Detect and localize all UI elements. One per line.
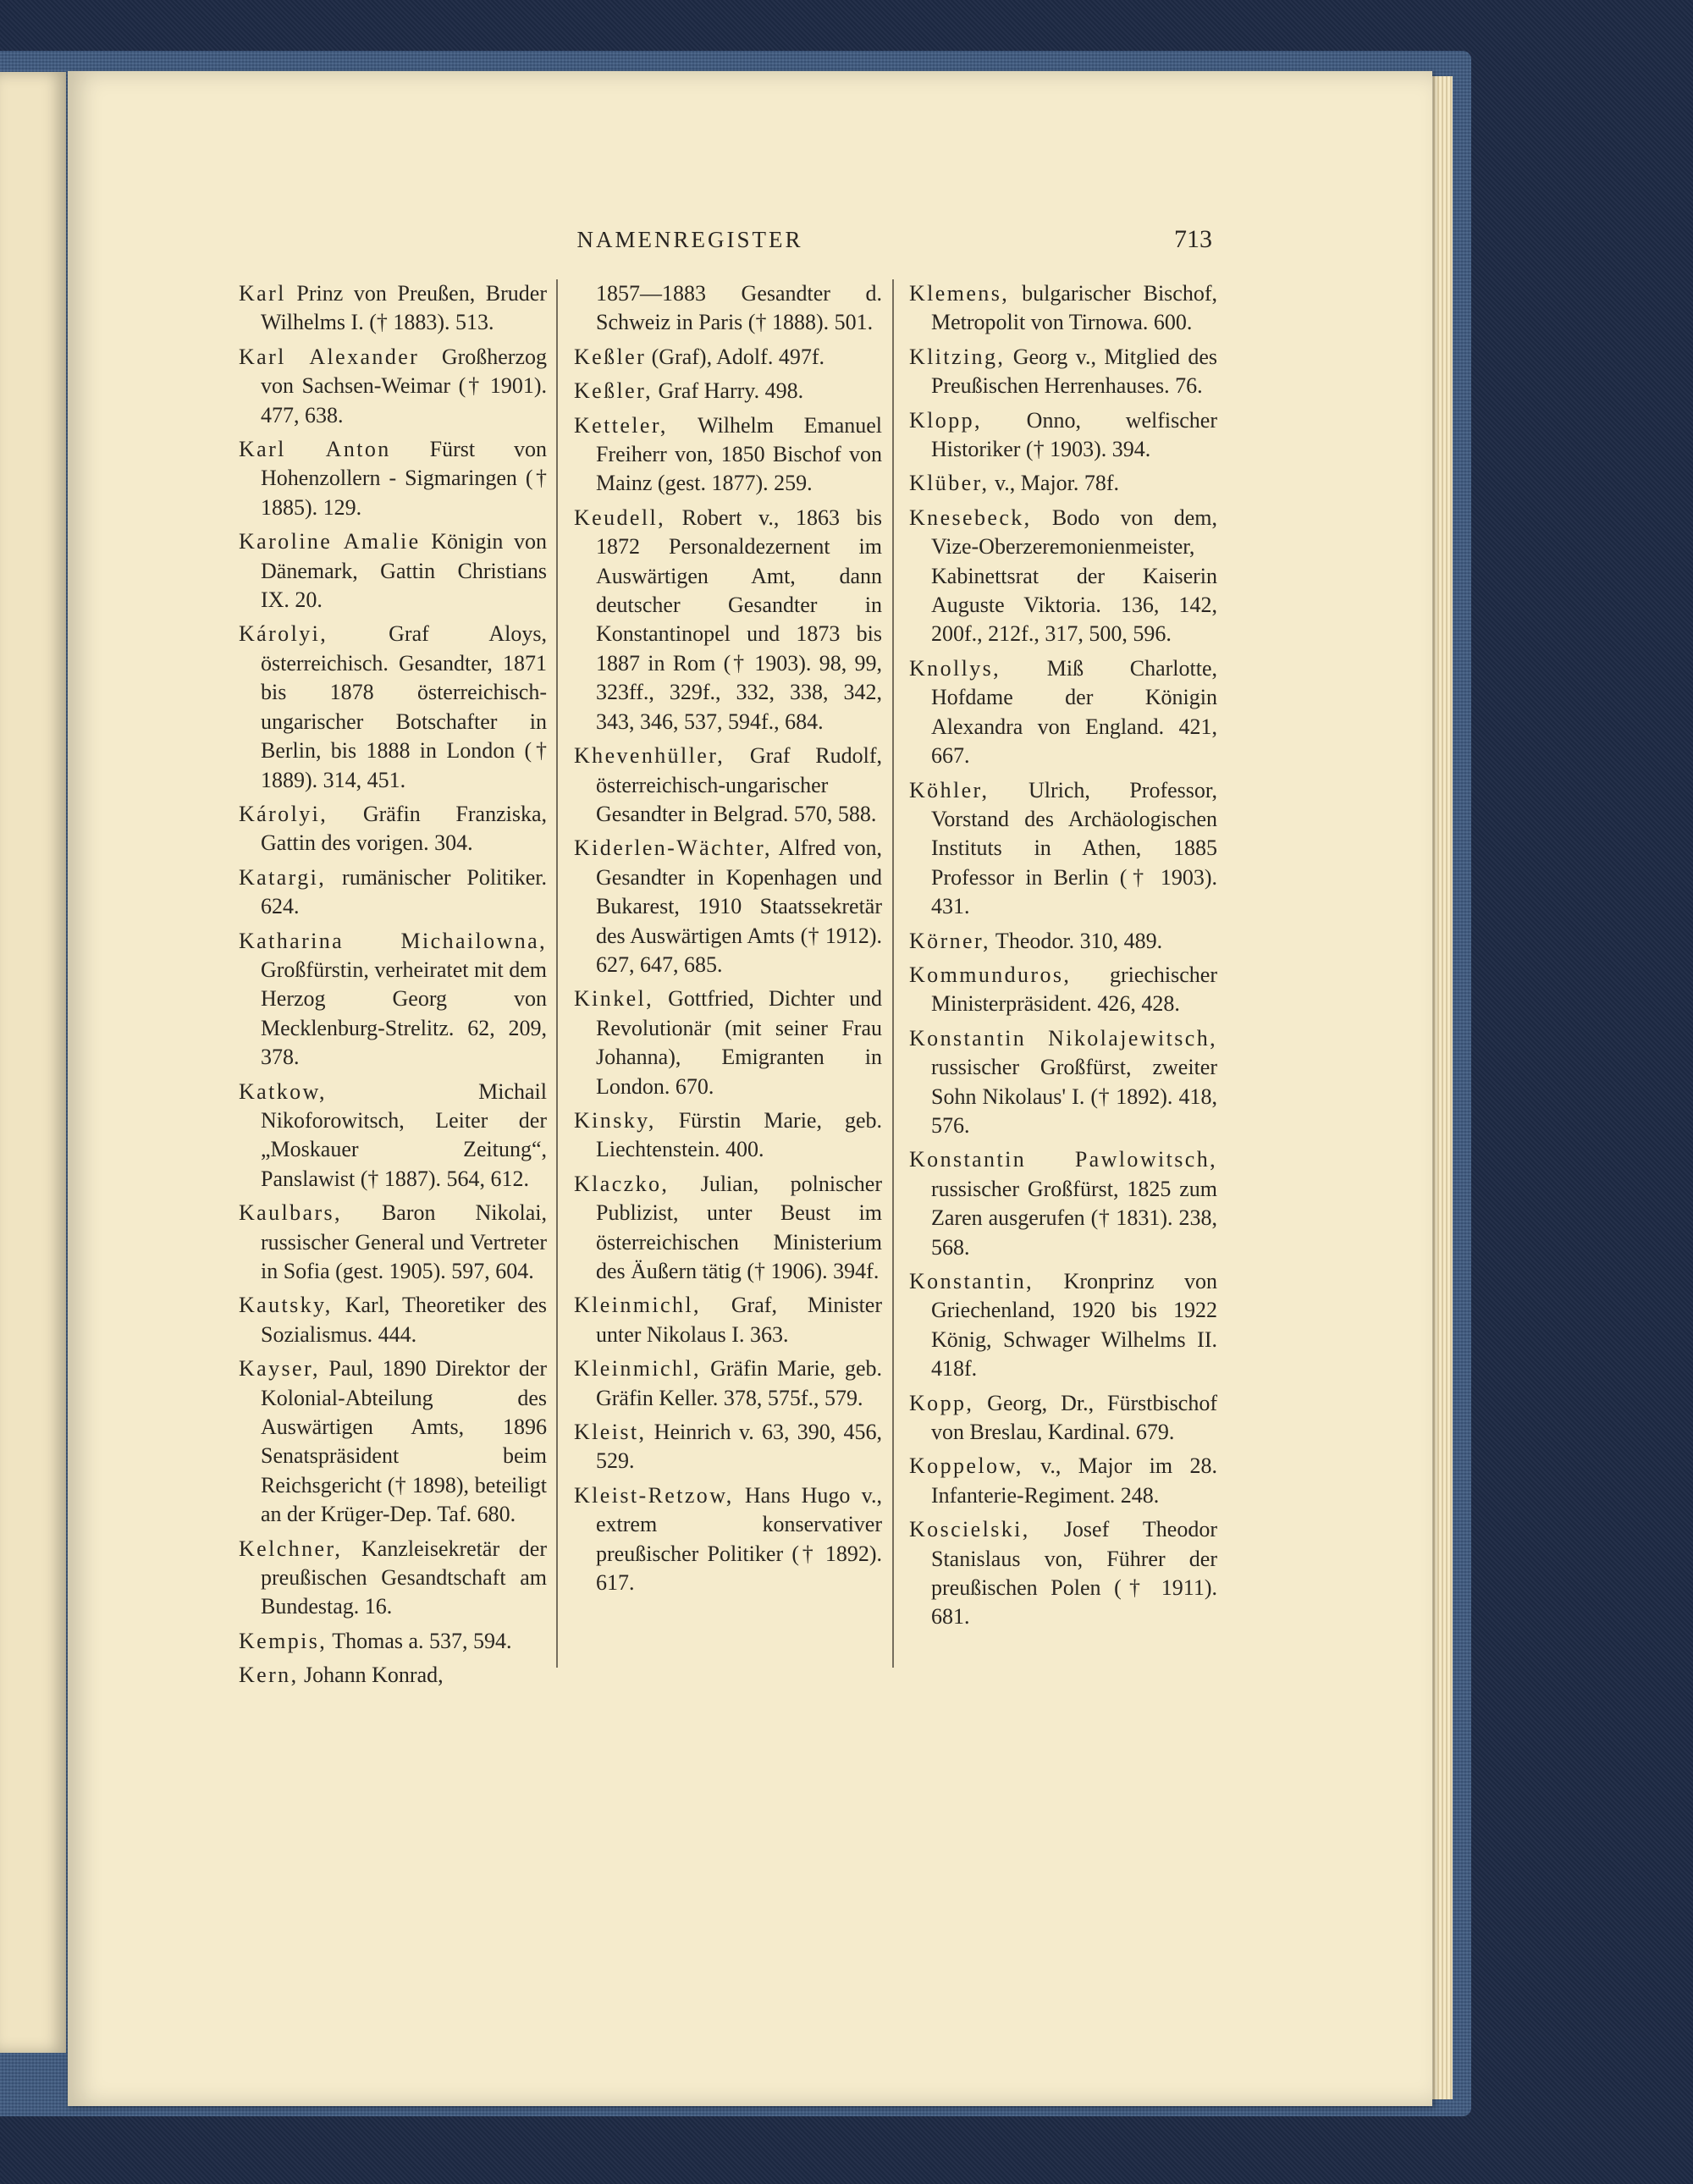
index-entry [239, 1291, 547, 1349]
index-entry [239, 527, 547, 615]
index-entry-text: Georg v., Mitglied des Preußischen Herrenhauses. 76. [931, 344, 1217, 399]
index-entry [574, 343, 882, 372]
index-entry [239, 343, 547, 430]
index-headword: Knollys, [909, 655, 1001, 681]
index-headword: Ketteler, [574, 412, 668, 438]
index-entry [574, 411, 882, 499]
index-entry [574, 1354, 882, 1413]
index-entry-text: Alfred von, Gesandter in Kopenhagen und Bukarest, 1910 Staatssekretär des Auswärtigen Amts († 1912). 627, 647, 685. [596, 836, 882, 977]
index-entry-text: Paul, 1890 Direktor der Kolonial-Abteilung des Auswärtigen Amts, 1896 Senatspräsident beim Reichsgericht († 1898), beteiligt an der Krüger-Dep. Taf. 680. [261, 1356, 547, 1527]
index-entry-text: Kronprinz von Griechenland, 1920 bis 1922 König, Schwager Wilhelms II. 418f. [931, 1269, 1217, 1382]
index-headword: Kleist-Retzow, [574, 1482, 734, 1508]
index-entry-text: Robert v., 1863 bis 1872 Personaldezernent im Auswärtigen Amt, dann deutscher Gesandter in Konstantinopel und 1873 bis 1887 in Rom († 1903). 98, 99, 323ff., 329f., 332, 338, 342, 343, 346, 537, 594f., 684. [596, 505, 882, 734]
index-headword: Karl Anton [239, 437, 391, 462]
index-entry [909, 961, 1217, 1019]
index-entry-text: Karl, Theoretiker des Sozialismus. 444. [261, 1293, 547, 1347]
index-entry [574, 1106, 882, 1165]
index-entry-text: Königin von Dänemark, Gattin Christians IX. 20. [261, 529, 547, 613]
index-headword: Keudell, [574, 505, 666, 530]
index-entry-text: Johann Konrad, [298, 1663, 444, 1688]
index-entry-text: Graf Aloys, österreichisch. Gesandter, 1871 bis 1878 österreichisch-ungarischer Botschafter in Berlin, bis 1888 in London († 1889). 314, 451. [261, 621, 547, 792]
index-entry-text: russischer Großfürst, 1825 zum Zaren ausgerufen († 1831). 238, 568. [931, 1176, 1217, 1260]
index-entry-text: Gottfried, Dichter und Revolutionär (mit seiner Frau Johanna), Emigranten in London. 670. [596, 986, 882, 1099]
index-entry-text: bulgarischer Bischof, Metropolit von Tirnowa. 600. [931, 281, 1217, 335]
index-entry-text: Miß Charlotte, Hofdame der Königin Alexandra von England. 421, 667. [931, 655, 1217, 769]
index-entry [574, 504, 882, 736]
index-entry [239, 620, 547, 794]
index-entry-text: Hans Hugo v., extrem konservativer preußischer Politiker († 1892). 617. [596, 1482, 882, 1596]
page-number: 713 [1174, 225, 1212, 253]
index-entry [909, 927, 1217, 956]
index-entry-text: 1857—1883 Gesandter d. Schweiz in Paris († 1888). 501. [596, 281, 882, 335]
index-headword: Khevenhüller, [574, 743, 725, 769]
index-headword: Kiderlen-Wächter, [574, 836, 772, 861]
index-headword: Koscielski, [909, 1517, 1030, 1542]
index-entry-text: v., Major im 28. Infanterie-Regiment. 248. [931, 1453, 1217, 1508]
index-headword: Kleinmichl, [574, 1293, 701, 1318]
index-entry-text: Theodor. 310, 489. [990, 928, 1163, 953]
index-entry-text: Wilhelm Emanuel Freiherr von, 1850 Bischof von Mainz (gest. 1877). 259. [596, 412, 882, 496]
running-head: NAMENREGISTER [576, 227, 803, 252]
index-entry [239, 863, 547, 922]
column-rule [556, 279, 558, 1668]
index-entry [574, 1481, 882, 1598]
index-entry [574, 279, 882, 338]
index-headword: Klaczko, [574, 1171, 670, 1196]
index-entry-text: Gräfin Franziska, Gattin des vorigen. 304. [261, 801, 547, 856]
index-headword: Karl Alexander [239, 344, 420, 369]
index-entry-text: Großherzog von Sachsen-Weimar († 1901). 477, 638. [261, 344, 547, 427]
index-entry-text: Graf, Minister unter Nikolaus I. 363. [596, 1293, 882, 1347]
index-entry [574, 834, 882, 979]
index-entry [574, 742, 882, 829]
index-headword: Kautsky, [239, 1293, 333, 1318]
index-entry-text: Julian, polnischer Publizist, unter Beust im österreichischen Ministerium des Äußern tätig († 1906). 394f. [596, 1171, 882, 1283]
index-headword: Konstantin Pawlowitsch, [909, 1147, 1217, 1172]
index-entry-text: Graf Harry. 498. [653, 378, 804, 404]
index-headword: Karoline Amalie [239, 529, 421, 554]
index-entry [909, 1452, 1217, 1510]
index-entry [574, 377, 882, 405]
index-headword: Klitzing, [909, 344, 1006, 369]
index-headword: Klopp, [909, 407, 982, 433]
index-entry-text: griechischer Ministerpräsident. 426, 428. [931, 962, 1217, 1017]
index-entry-text: Fürst von Hohenzollern - Sigmaringen († 1885). 129. [261, 437, 547, 520]
column-rule [892, 279, 894, 1668]
index-headword: Konstantin Nikolajewitsch, [909, 1025, 1217, 1051]
index-entry [239, 1535, 547, 1622]
index-entry-text: Kanzleisekretär der preußischen Gesandtschaft am Bundestag. 16. [261, 1536, 547, 1619]
index-headword: Kern, [239, 1663, 299, 1688]
index-headword: Kaulbars, [239, 1200, 342, 1226]
index-entry [909, 343, 1217, 401]
index-headword: Kopp, [909, 1390, 974, 1415]
index-headword: Köhler, [909, 777, 990, 802]
index-entry [239, 927, 547, 1073]
index-headword: Koppelow, [909, 1453, 1023, 1479]
index-entry-text: Gräfin Marie, geb. Gräfin Keller. 378, 575f., 579. [596, 1356, 882, 1410]
index-headword: Kelchner, [239, 1536, 343, 1561]
index-column-1 [239, 279, 547, 1696]
index-entry-text: Prinz von Preußen, Bruder Wilhelms I. († 1883). 513. [261, 281, 547, 335]
index-column-2 [574, 279, 882, 1602]
index-entry [239, 1661, 547, 1690]
index-entry-text: russischer Großfürst, zweiter Sohn Nikolaus' I. († 1892). 418, 576. [931, 1055, 1217, 1138]
index-entry [909, 776, 1217, 922]
index-entry [909, 504, 1217, 649]
index-entry-text: Heinrich v. 63, 390, 456, 529. [596, 1420, 882, 1474]
index-entry [239, 1354, 547, 1529]
index-entry [909, 406, 1217, 465]
index-entry [574, 1170, 882, 1287]
index-entry-text: v., Major. 78f. [989, 471, 1120, 496]
index-entry [909, 1024, 1217, 1141]
index-entry [239, 800, 547, 858]
index-headword: Kleist, [574, 1420, 647, 1445]
index-headword: Katargi, [239, 864, 327, 890]
index-entry [909, 654, 1217, 771]
index-entry [909, 1267, 1217, 1384]
index-entry [909, 279, 1217, 338]
index-entry-text: rumänischer Politiker. 624. [261, 864, 547, 919]
index-headword: Klüber, [909, 471, 990, 496]
index-entry-text: Baron Nikolai, russischer General und Vertreter in Sofia (gest. 1905). 597, 604. [261, 1200, 547, 1283]
index-headword: Keßler, [574, 378, 653, 404]
index-entry [574, 1291, 882, 1349]
index-headword: Körner, [909, 928, 990, 953]
index-headword: Kommunduros, [909, 962, 1072, 987]
index-headword: Katharina Michailowna, [239, 928, 547, 953]
previous-page-edge [0, 72, 66, 2053]
index-entry-text: Onno, welfischer Historiker († 1903). 394. [931, 407, 1217, 462]
index-entry [909, 1515, 1217, 1632]
index-headword: Kayser, [239, 1356, 320, 1382]
page-header [169, 227, 1210, 261]
index-entry [574, 1418, 882, 1476]
index-headword: Keßler [574, 344, 647, 369]
index-headword: Kleinmichl, [574, 1356, 701, 1382]
index-entry-text: Josef Theodor Stanislaus von, Führer der preußischen Polen († 1911). 681. [931, 1517, 1217, 1630]
index-entry-text: Großfürstin, verheiratet mit dem Herzog Georg von Mecklenburg-Strelitz. 62, 209, 378. [261, 957, 547, 1070]
index-headword: Klemens, [909, 281, 1010, 306]
index-headword: Károlyi, [239, 801, 328, 826]
index-entry [909, 469, 1217, 498]
index-headword: Konstantin, [909, 1269, 1034, 1293]
index-entry [239, 435, 547, 522]
index-entry-text: Fürstin Marie, geb. Liechtenstein. 400. [596, 1107, 882, 1162]
index-entry-text: Thomas a. 537, 594. [327, 1628, 512, 1653]
index-headword: Knesebeck, [909, 505, 1032, 530]
index-entry-text: Michail Nikoforowitsch, Leiter der „Moskauer Zeitung“, Panslawist († 1887). 564, 612. [261, 1078, 547, 1191]
index-entry [239, 1078, 547, 1194]
index-entry [239, 1627, 547, 1656]
index-entry [239, 1199, 547, 1286]
index-entry [239, 279, 547, 338]
index-headword: Karl [239, 281, 286, 306]
index-entry-text: Graf Rudolf, österreichisch-ungarischer Gesandter in Belgrad. 570, 588. [596, 743, 882, 826]
index-entry [909, 1145, 1217, 1262]
index-column-3 [909, 279, 1217, 1637]
index-headword: Kinkel, [574, 986, 654, 1012]
index-headword: Károlyi, [239, 621, 328, 647]
index-headword: Katkow, [239, 1078, 327, 1104]
index-entry-text: Ulrich, Professor, Vorstand des Archäologischen Instituts in Athen, 1885 Professor in Berlin († 1903). 431. [931, 777, 1217, 919]
index-headword: Kempis, [239, 1628, 328, 1653]
index-entry [574, 984, 882, 1101]
index-entry [909, 1389, 1217, 1448]
index-entry-text: Bodo von dem, Vize-Oberzeremonienmeister, Kabinettsrat der Kaiserin Auguste Viktoria. 136, 142, 200f., 212f., 317, 500, 596. [931, 505, 1217, 647]
index-entry-text: Georg, Dr., Fürstbischof von Breslau, Kardinal. 679. [931, 1390, 1217, 1445]
index-headword: Kinsky, [574, 1107, 656, 1133]
index-entry-text: (Graf), Adolf. 497f. [646, 344, 824, 369]
